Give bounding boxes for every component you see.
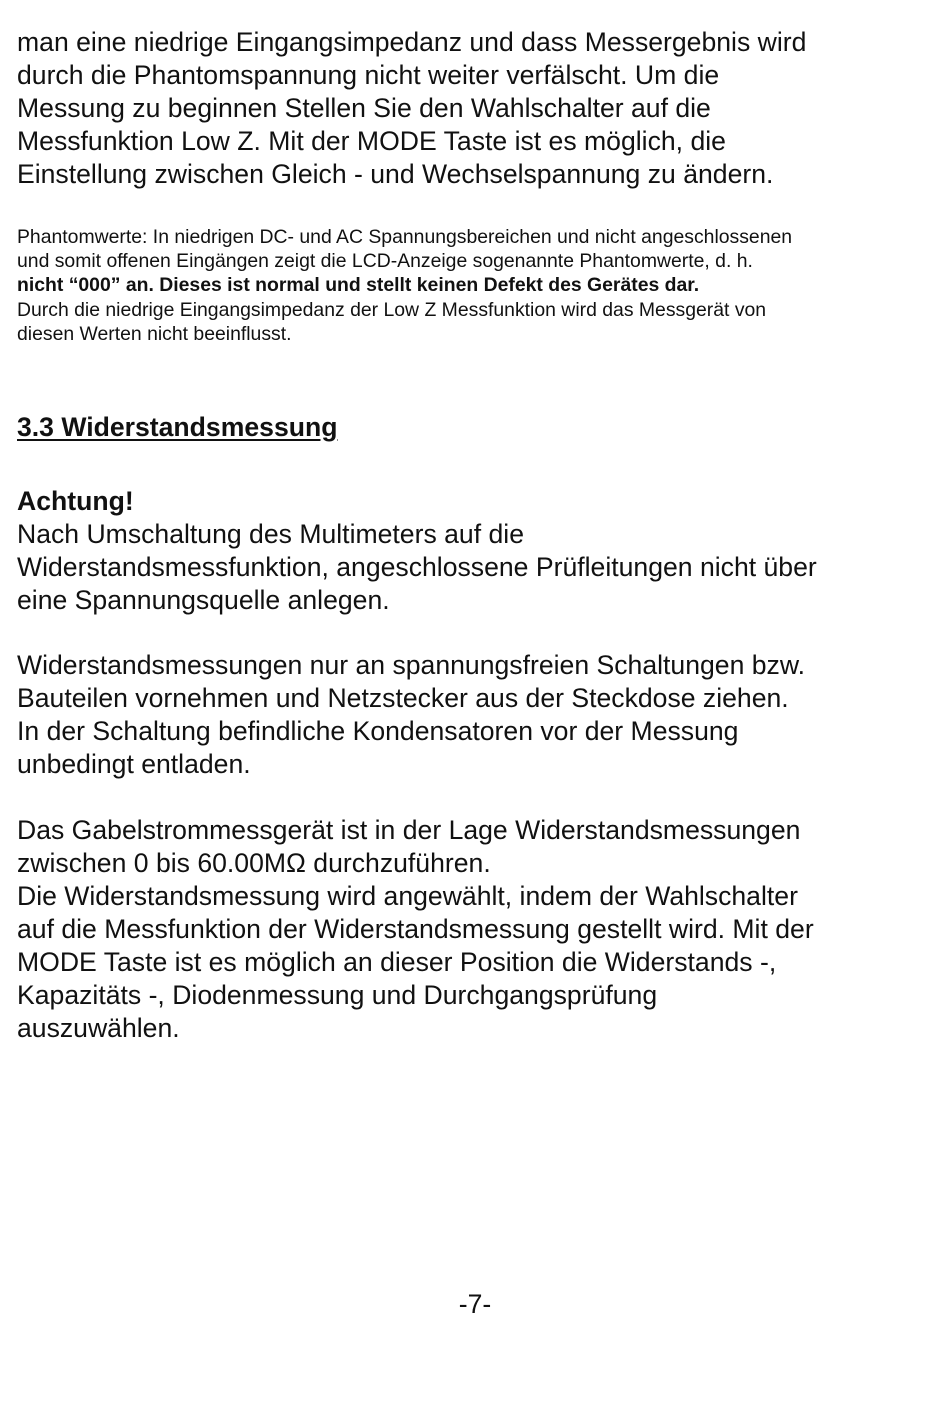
text-line: auszuwählen. [17, 1013, 180, 1043]
text-line: In der Schaltung befindliche Kondensatoren vor der Messung [17, 716, 739, 746]
intro-paragraph [17, 26, 806, 191]
page-number: -7- [458, 1289, 492, 1319]
text-line: MODE Taste ist es möglich an dieser Position die Widerstands -, [17, 947, 777, 977]
text-line: Widerstandsmessfunktion, angeschlossene Prüfleitungen nicht über [17, 552, 817, 582]
text-line: Messfunktion Low Z. Mit der MODE Taste ist es möglich, die [17, 126, 726, 156]
text-line: und somit offenen Eingängen zeigt die LCD-Anzeige sogenannte Phantomwerte, d. h. [17, 250, 753, 273]
text-line: Kapazitäts -, Diodenmessung und Durchgangsprüfung [17, 980, 658, 1010]
text-line: man eine niedrige Eingangsimpedanz und dass Messergebnis wird [17, 27, 807, 57]
text-line: Messung zu beginnen Stellen Sie den Wahlschalter auf die [17, 93, 711, 123]
text-line-bold: nicht “000” an. Dieses ist normal und stellt keinen Defekt des Gerätes dar. [17, 274, 700, 297]
text-line: Einstellung zwischen Gleich - und Wechselspannung zu ändern. [17, 159, 774, 189]
text-line: Durch die niedrige Eingangsimpedanz der Low Z Messfunktion wird das Messgerät von [17, 298, 767, 321]
safety-paragraph [17, 649, 805, 781]
text-line: Das Gabelstrommessgerät ist in der Lage Widerstandsmessungen [17, 815, 801, 845]
document-page [17, 0, 933, 1414]
text-line: unbedingt entladen. [17, 749, 251, 779]
text-line: durch die Phantomspannung nicht weiter verfälscht. Um die [17, 60, 720, 90]
text-line: Widerstandsmessungen nur an spannungsfreien Schaltungen bzw. [17, 650, 805, 680]
text-line: Die Widerstandsmessung wird angewählt, indem der Wahlschalter [17, 881, 798, 911]
warning-paragraph [17, 518, 817, 617]
text-line: Bauteilen vornehmen und Netzstecker aus der Steckdose ziehen. [17, 683, 789, 713]
phantom-values-note [17, 225, 792, 346]
text-line: auf die Messfunktion der Widerstandsmessung gestellt wird. Mit der [17, 914, 814, 944]
text-line: Phantomwerte: In niedrigen DC- und AC Spannungsbereichen und nicht angeschlossenen [17, 226, 793, 248]
text-line: Nach Umschaltung des Multimeters auf die [17, 519, 524, 549]
text-line: zwischen 0 bis 60.00MΩ durchzuführen. [17, 848, 491, 878]
section-heading: 3.3 Widerstandsmessung [17, 412, 338, 442]
resistance-range-paragraph [17, 814, 814, 1045]
text-line: diesen Werten nicht beeinflusst. [17, 322, 292, 345]
warning-title: Achtung! [17, 486, 134, 516]
text-line: eine Spannungsquelle anlegen. [17, 585, 390, 615]
